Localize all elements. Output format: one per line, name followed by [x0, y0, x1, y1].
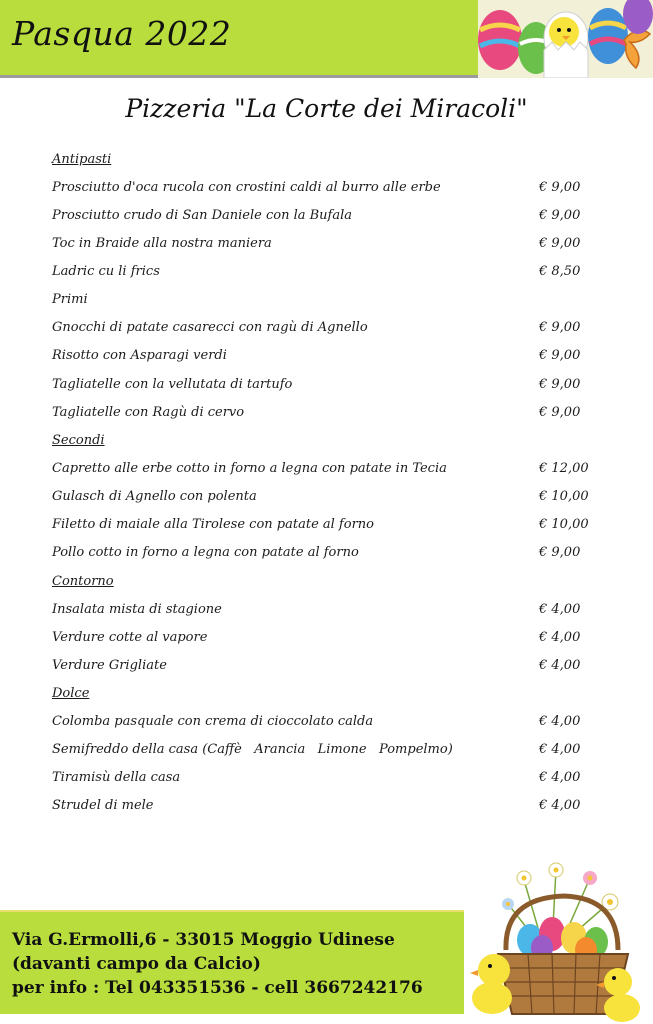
section-title: Antipasti	[52, 152, 112, 167]
item-name: Prosciutto crudo di San Daniele con la Bufala	[52, 208, 353, 223]
item-price: € 9,00	[539, 348, 581, 363]
footer-location-note: (davanti campo da Calcio)	[12, 954, 261, 974]
item-name: Gulasch di Agnello con polenta	[52, 489, 257, 504]
item-name: Gnocchi di patate casarecci con ragù di Agnello	[52, 320, 368, 335]
restaurant-name: Pizzeria "La Corte dei Miracoli"	[125, 94, 528, 123]
item-price: € 4,00	[539, 714, 581, 729]
easter-basket-icon	[468, 858, 653, 1024]
item-name: Semifreddo della casa (Caffè Arancia Limone Pompelmo)	[52, 742, 453, 757]
item-price: € 9,00	[539, 405, 581, 420]
item-name: Insalata mista di stagione	[52, 602, 222, 617]
item-price: € 12,00	[539, 461, 589, 476]
item-name: Ladric cu li frics	[52, 264, 160, 279]
item-price: € 4,00	[539, 658, 581, 673]
item-price: € 9,00	[539, 180, 581, 195]
footer-contact: per info : Tel 043351536 - cell 3667242176	[12, 978, 423, 998]
item-name: Tiramisù della casa	[52, 770, 181, 785]
item-name: Risotto con Asparagi verdi	[52, 348, 227, 363]
item-name: Tagliatelle con Ragù di cervo	[52, 405, 245, 420]
item-name: Toc in Braide alla nostra maniera	[52, 236, 272, 251]
item-name: Capretto alle erbe cotto in forno a legna con patate in Tecia	[52, 461, 447, 476]
item-price: € 4,00	[539, 630, 581, 645]
easter-eggs-illustration	[478, 0, 653, 78]
item-price: € 9,00	[539, 236, 581, 251]
section-title: Primi	[52, 292, 88, 307]
item-price: € 9,00	[539, 377, 581, 392]
item-name: Prosciutto d'oca rucola con crostini caldi al burro alle erbe	[52, 180, 441, 195]
item-price: € 9,00	[539, 320, 581, 335]
item-price: € 8,50	[539, 264, 581, 279]
item-name: Strudel di mele	[52, 798, 154, 813]
item-price: € 4,00	[539, 770, 581, 785]
item-name: Pollo cotto in forno a legna con patate al forno	[52, 545, 359, 560]
section-title: Secondi	[52, 433, 105, 448]
item-name: Verdure Grigliate	[52, 658, 167, 673]
item-price: € 9,00	[539, 545, 581, 560]
item-name: Tagliatelle con la vellutata di tartufo	[52, 377, 293, 392]
item-name: Filetto di maiale alla Tirolese con patate al forno	[52, 517, 374, 532]
section-title: Contorno	[52, 574, 114, 589]
easter-basket-illustration	[468, 858, 653, 1024]
item-price: € 4,00	[539, 742, 581, 757]
item-name: Verdure cotte al vapore	[52, 630, 208, 645]
item-price: € 4,00	[539, 602, 581, 617]
item-price: € 10,00	[539, 517, 589, 532]
item-price: € 9,00	[539, 208, 581, 223]
easter-eggs-icon	[478, 0, 653, 78]
header-title: Pasqua 2022	[12, 14, 232, 53]
footer-address: Via G.Ermolli,6 - 33015 Moggio Udinese	[12, 930, 395, 950]
item-price: € 4,00	[539, 798, 581, 813]
header-band	[0, 0, 478, 78]
footer-band	[0, 910, 464, 1014]
item-price: € 10,00	[539, 489, 589, 504]
section-title: Dolce	[52, 686, 90, 701]
item-name: Colomba pasquale con crema di cioccolato calda	[52, 714, 374, 729]
